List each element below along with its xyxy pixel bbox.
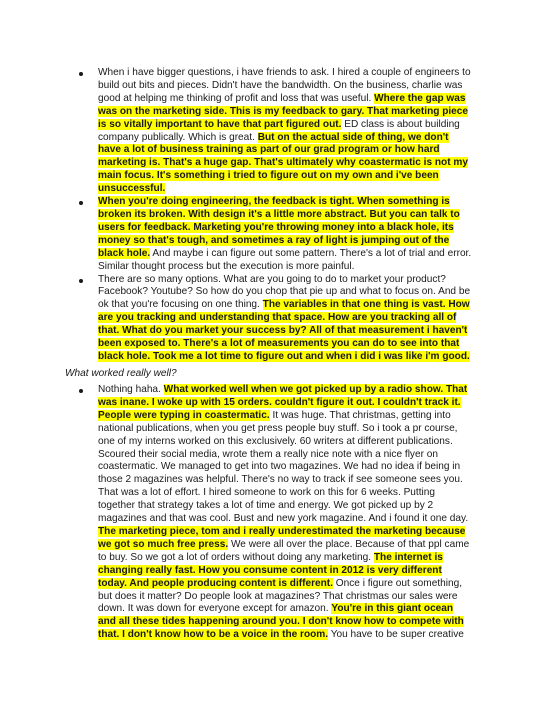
body-text: And maybe i can figure out some pattern. There's a lot of trial and error. Similar thought process but the execution is more painful. xyxy=(98,247,472,272)
body-text: Once i figure out something, but does it matter? Do people look at magazines? That christmas our sales were down. It was down for everyone except for amazon. xyxy=(98,577,463,615)
highlighted-text: You're in this giant ocean and all these tides happening around you. I don't know how to compete with that. I don't know how to be a voice in the room. xyxy=(98,603,464,641)
highlighted-text: The variables in that one thing is vast. How are you tracking and understanding that space. How are you tracking all of that. What do you market your success by? All of that measurement i haven't been exposed to. There's a lot of measurements you can do to see into that black hole. Took me a lot time to figure out and when i did i was like i'm good. xyxy=(98,299,470,362)
body-text: When i have bigger questions, i have friends to ask. I hired a couple of engineers to build out bits and pieces. Didn't have the bandwidth. On the business, charlie was good at helping me thinking of profit and loss that was useful. xyxy=(98,67,471,104)
bullet-item xyxy=(98,67,473,196)
bullet-dot-icon xyxy=(79,201,83,205)
body-text: It was huge. That christmas, getting into national publications, when you get press people buy stuff. So i took a pr course, one of my interns worked on this exclusively. 60 writers at different publications. Scoured their social media, wrote them a really nice note with a nice flyer on coastermatic. We managed to get into two magazines. We had no idea if being in those 2 magazines was helpful. There's no way to track if see someone sees you. That was a lot of effort. I hired someone to work on this for 6 weeks. Putting together that strategy takes a lot of time and energy. We got picked up by 2 magazines and that was cool. Bust and new york magazine. And i found it one day. xyxy=(98,409,469,525)
body-text: ED class is about building company publically. Which is great. xyxy=(98,118,460,143)
bullet-dot-icon xyxy=(79,279,83,283)
bullet-list-marketing-challenges xyxy=(98,67,473,364)
highlighted-text: When you're doing engineering, the feedback is tight. When something is broken its broken. With design it's a little more abstract. But you can talk to users for feedback. Marketing you're throwing money into a black hole, its money so that's tough, and sometimes a ray of light is jumping out of the black hole. xyxy=(98,196,460,259)
body-text: There are so many options. What are you going to do to market your product? Facebook? Youtube? So how do you chop that pie up and what to focus on. And be ok that you're focusing on one thing. xyxy=(98,273,471,311)
highlighted-text: What worked well when we got picked up by a radio show. That was inane. I woke up with 15 orders. couldn't figure it out. I couldn't track it. People were typing in coastermatic. xyxy=(98,384,468,421)
section-heading: What worked really well? xyxy=(65,368,177,379)
body-text: We were all over the place. Because of that ppl came to buy. So we got a lot of orders without doing any marketing. xyxy=(98,538,470,563)
body-text: You have to be super creative xyxy=(328,629,464,641)
bullet-item xyxy=(98,274,473,364)
body-text: Nothing haha. xyxy=(98,384,164,395)
bullet-dot-icon xyxy=(79,389,83,393)
bullet-list-what-worked xyxy=(98,384,473,642)
highlighted-text: The marketing piece, tom and i really underestimated the marketing because we got so much free press. xyxy=(98,525,466,550)
highlighted-text: Where the gap was was on the marketing side. This is my feedback to gary. That marketing piece is so vitally important to have that part figured out. xyxy=(98,92,469,130)
bullet-item xyxy=(98,196,473,273)
highlighted-text: But on the actual side of thing, we don't have a lot of business training as part of our grad program or how hard marketing is. That's a huge gap. That's ultimately why coastermatic is not my main focus. It's something i tried to figure out on my own and i've been unsuccessful. xyxy=(98,131,468,195)
bullet-item xyxy=(98,384,473,642)
bullet-dot-icon xyxy=(79,72,83,76)
highlighted-text: The internet is changing really fast. How you consume content in 2012 is very different today. And people producing content is different. xyxy=(98,551,443,589)
